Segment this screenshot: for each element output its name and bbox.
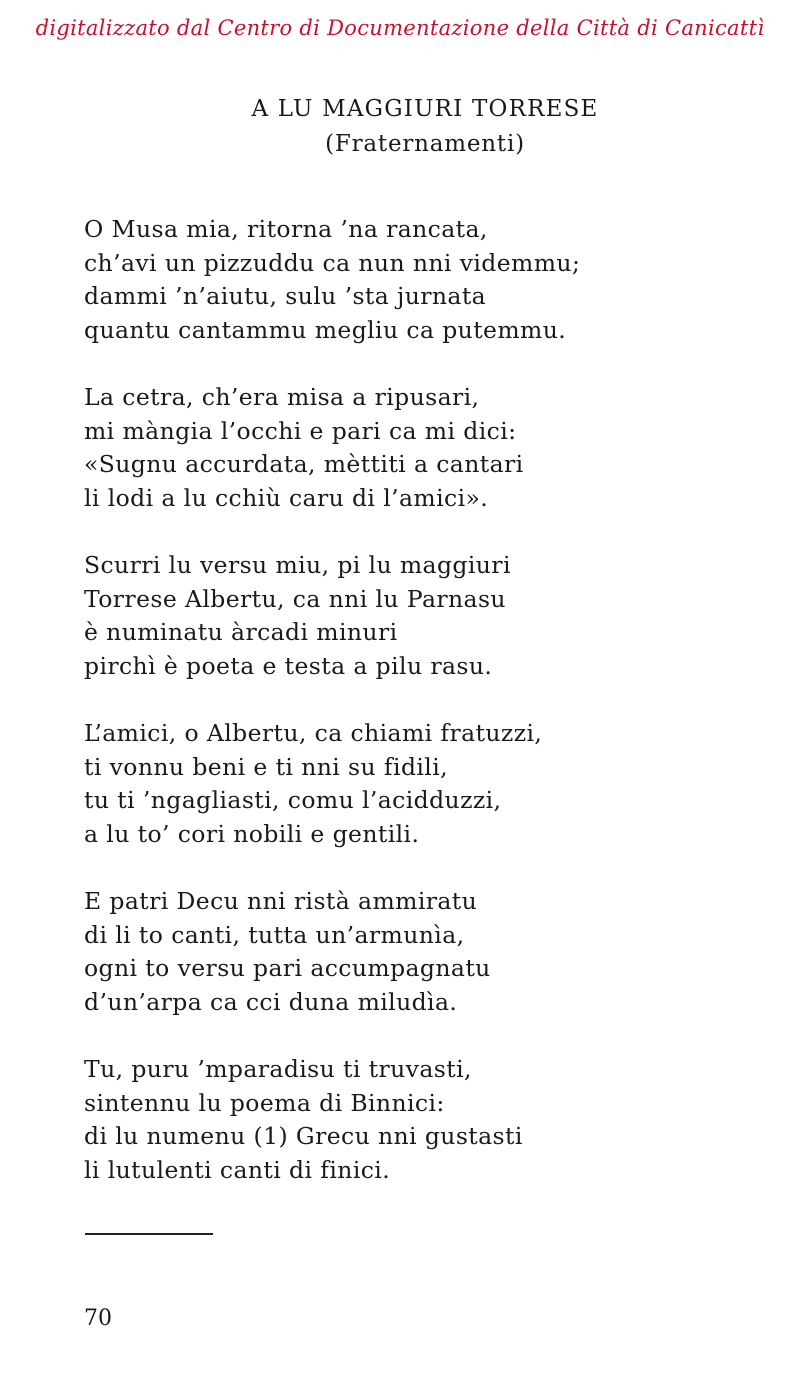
poem-line: a lu to’ cori nobili e gentili. [84,819,420,848]
stanza [84,381,784,515]
poem-line: li lodi a lu cchiù caru di l’amici». [84,483,489,512]
poem-line: mi màngia l’occhi e pari ca mi dici: [84,416,517,445]
poem-line: li lutulenti canti di finici. [84,1155,391,1184]
poem-line: ti vonnu beni e ti nni su fidili, [84,752,449,781]
poem-line: E patri Decu nni ristà ammiratu [84,887,478,915]
poem-line: dammi ’n’aiutu, sulu ’sta jurnata [84,282,487,310]
poem-line: tu ti ’ngagliasti, comu l’acidduzzi, [84,786,502,814]
poem-line: Scurri lu versu miu, pi lu maggiuri [84,551,511,579]
footnote-separator [85,1233,213,1235]
stanza [84,549,784,683]
stanza [84,885,784,1019]
stanza [84,717,784,851]
poem-body [84,213,784,1221]
poem-line: quantu cantammu megliu ca putemmu. [84,315,567,344]
poem-line: sintennu lu poema di Binnici: [84,1088,445,1117]
poem-line: «Sugnu accurdata, mèttiti a cantari [84,450,524,478]
stanza [84,213,784,347]
stanza [84,1053,784,1187]
poem-line: pirchì è poeta e testa a pilu rasu. [84,651,493,680]
poem-line: di li to canti, tutta un’armunìa, [84,920,465,949]
poem-subtitle: (Fraternamenti) [325,131,525,157]
poem-line: ch’avi un pizzuddu ca nun nni videmmu; [84,248,581,277]
poem-line: è numinatu àrcadi minuri [84,618,398,646]
poem-line: Torrese Albertu, ca nni lu Parnasu [84,584,506,613]
poem-title: A LU MAGGIURI TORRESE [251,96,599,122]
poem-line: La cetra, ch’era misa a ripusari, [84,383,480,411]
poem-line: O Musa mia, ritorna ’na rancata, [84,215,488,243]
poem-line: d’un’arpa ca cci duna miludìa. [84,987,458,1016]
poem-line: L’amici, o Albertu, ca chiami fratuzzi, [84,719,543,747]
poem-line: di lu numenu (1) Grecu nni gustasti [84,1122,523,1150]
poem-line: Tu, puru ’mparadisu ti truvasti, [84,1055,472,1083]
digitization-watermark: digitalizzato dal Centro di Documentazione della Città di Canicattì [35,16,765,40]
poem-line: ogni to versu pari accumpagnatu [84,954,491,982]
page-number: 70 [84,1306,112,1331]
